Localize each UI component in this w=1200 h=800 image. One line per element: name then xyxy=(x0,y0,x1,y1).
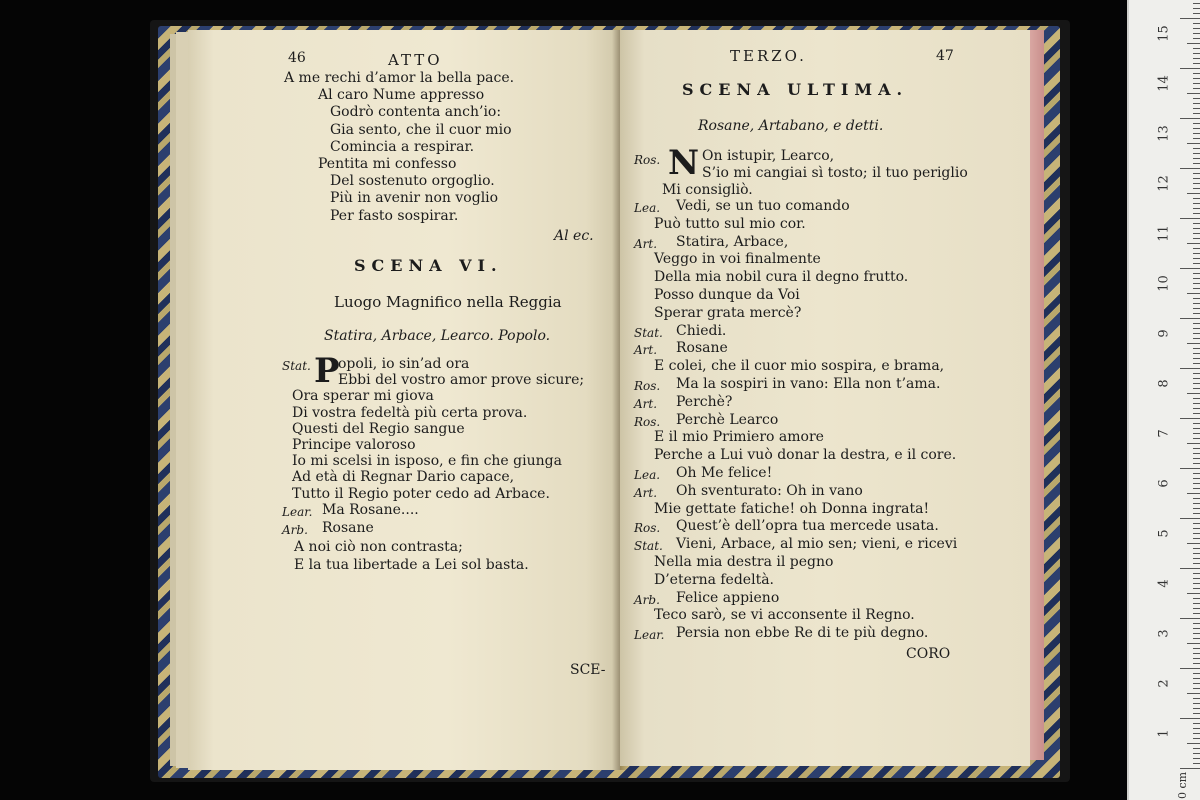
ruler-tick xyxy=(1193,428,1200,429)
ruler-tick xyxy=(1193,273,1200,274)
ruler-tick xyxy=(1193,758,1200,759)
text-line: E la tua libertade a Lei sol basta. xyxy=(294,557,529,573)
ruler-tick xyxy=(1193,278,1200,279)
ruler-tick xyxy=(1180,668,1200,669)
speech-line: E colei, che il cuor mio sospira, e brama, xyxy=(654,358,945,375)
text-line: S’io mi cangiai sì tosto; il tuo periglio xyxy=(702,165,968,181)
catchword: SCE- xyxy=(570,662,606,678)
ruler-tick xyxy=(1193,673,1200,674)
ruler-unit-label: 0 cm xyxy=(1175,771,1189,800)
speech-line: Chiedi. xyxy=(676,322,727,339)
ruler-tick xyxy=(1193,533,1200,534)
text-line: On istupir, Learco, xyxy=(702,148,835,164)
text-line: Ad età di Regnar Dario capace, xyxy=(292,469,515,486)
ruler-tick xyxy=(1193,688,1200,689)
text-line: Ora sperar mi giova xyxy=(292,388,434,405)
ruler-tick xyxy=(1180,418,1200,419)
text-line: Mi consigliò. xyxy=(662,182,753,198)
ruler-tick xyxy=(1193,283,1200,284)
ruler-tick xyxy=(1193,233,1200,234)
speaker-label: Arb. xyxy=(634,592,660,607)
ruler-tick xyxy=(1193,303,1200,304)
ruler-number: 3 xyxy=(1156,629,1172,638)
scene-title-vi: SCENA VI. xyxy=(354,256,503,275)
ruler-tick xyxy=(1187,93,1200,94)
ruler-number: 4 xyxy=(1156,579,1172,588)
speaker-label: Art. xyxy=(634,485,658,500)
ruler-tick xyxy=(1193,578,1200,579)
ruler-tick xyxy=(1193,188,1200,189)
ruler-tick xyxy=(1193,588,1200,589)
ruler-tick xyxy=(1193,28,1200,29)
speech-line: Vedi, se un tuo comando xyxy=(676,198,850,214)
ruler-number: 8 xyxy=(1156,379,1172,388)
ruler-tick xyxy=(1187,193,1200,194)
ruler-tick xyxy=(1193,563,1200,564)
ruler-tick xyxy=(1193,648,1200,649)
right-page xyxy=(620,30,1030,766)
ruler-tick xyxy=(1193,503,1200,504)
speaker-label: Stat. xyxy=(634,325,663,340)
ruler-tick xyxy=(1193,703,1200,704)
ruler-tick xyxy=(1187,443,1200,444)
ruler-tick xyxy=(1193,228,1200,229)
ruler-tick xyxy=(1187,243,1200,244)
ruler-tick xyxy=(1193,398,1200,399)
ruler-tick xyxy=(1193,638,1200,639)
ruler-tick xyxy=(1193,708,1200,709)
ruler-tick xyxy=(1193,388,1200,389)
speech-line: Perche a Lui vuò donar la destra, e il core. xyxy=(654,447,957,464)
speaker-label: Art. xyxy=(634,396,658,411)
ruler-tick xyxy=(1193,598,1200,599)
catchword: CORO xyxy=(906,646,951,662)
speech-line: Felice appieno xyxy=(676,589,780,606)
speaker-label: Stat. xyxy=(634,539,663,554)
ruler-tick xyxy=(1193,478,1200,479)
speech-line: E il mio Primiero amore xyxy=(654,429,824,446)
left-page-number: 46 xyxy=(288,50,306,66)
drop-cap: P xyxy=(314,351,340,391)
ruler-tick xyxy=(1193,608,1200,609)
speech-line: Della mia nobil cura il degno frutto. xyxy=(654,269,909,286)
ruler-tick xyxy=(1193,528,1200,529)
text-line: Godrò contenta anch’io: xyxy=(330,104,502,121)
ruler-tick xyxy=(1193,438,1200,439)
ruler-tick xyxy=(1193,733,1200,734)
ruler-tick xyxy=(1193,663,1200,664)
ruler-tick xyxy=(1193,713,1200,714)
speech-line: Posso dunque da Voi xyxy=(654,287,800,303)
ruler-tick xyxy=(1193,98,1200,99)
ruler-tick xyxy=(1193,723,1200,724)
ruler-tick xyxy=(1193,148,1200,149)
ruler-tick xyxy=(1187,143,1200,144)
ruler-tick xyxy=(1193,653,1200,654)
ruler-tick xyxy=(1193,548,1200,549)
ruler-tick xyxy=(1193,323,1200,324)
right-running-head: TERZO. xyxy=(730,47,807,65)
ruler-tick xyxy=(1193,288,1200,289)
speaker-label: Stat. xyxy=(282,359,311,373)
text-line: Pentita mi confesso xyxy=(318,156,457,172)
ruler-tick xyxy=(1193,678,1200,679)
ruler-number: 9 xyxy=(1156,329,1172,338)
ruler-tick xyxy=(1193,683,1200,684)
ruler-tick xyxy=(1193,763,1200,764)
ruler-tick xyxy=(1193,83,1200,84)
ruler-number: 15 xyxy=(1156,25,1172,42)
ruler-number: 11 xyxy=(1156,225,1172,242)
ruler-tick xyxy=(1193,163,1200,164)
speaker-label: Lea. xyxy=(634,468,661,482)
ruler-tick xyxy=(1187,493,1200,494)
speech-line: Ma Rosane.... xyxy=(322,502,419,518)
ruler-tick xyxy=(1193,78,1200,79)
ruler-tick xyxy=(1193,408,1200,409)
ruler-tick xyxy=(1193,748,1200,749)
ruler-tick xyxy=(1193,23,1200,24)
ruler-tick xyxy=(1187,743,1200,744)
ruler-tick xyxy=(1193,573,1200,574)
speech-line: Quest’è dell’opra tua mercede usata. xyxy=(676,518,939,535)
left-running-head: ATTO xyxy=(388,51,443,69)
text-line: Ebbi del vostro amor prove sicure; xyxy=(338,372,585,389)
speech-line: Mie gettate fatiche! oh Donna ingrata! xyxy=(654,500,930,517)
scene-title-ultima: SCENA ULTIMA. xyxy=(682,80,909,99)
text-line: Per fasto sospirar. xyxy=(330,207,459,224)
ruler-tick xyxy=(1193,553,1200,554)
ruler-tick xyxy=(1193,698,1200,699)
ruler-tick xyxy=(1187,343,1200,344)
text-line: Di vostra fedeltà più certa prova. xyxy=(292,404,528,421)
ruler-tick xyxy=(1193,123,1200,124)
speech-line: Veggo in voi finalmente xyxy=(654,251,821,268)
speaker-label: Ros. xyxy=(634,521,661,536)
ruler-tick xyxy=(1193,153,1200,154)
ruler-tick xyxy=(1193,333,1200,334)
ruler-tick xyxy=(1193,338,1200,339)
text-line: Più in avenir non voglio xyxy=(330,190,499,207)
ruler-tick xyxy=(1193,133,1200,134)
ruler-tick xyxy=(1187,393,1200,394)
scene-setting: Luogo Magnifico nella Reggia xyxy=(334,293,562,311)
ruler-tick xyxy=(1180,68,1200,69)
ruler-tick xyxy=(1193,448,1200,449)
ruler-tick xyxy=(1180,768,1200,769)
text-line: Questi del Regio sangue xyxy=(292,420,465,437)
speech-line: Perchè Learco xyxy=(676,411,779,428)
ruler-tick xyxy=(1193,33,1200,34)
ruler-number: 6 xyxy=(1156,479,1172,488)
ruler-tick xyxy=(1193,63,1200,64)
ruler-tick xyxy=(1193,238,1200,239)
speech-line: Può tutto sul mio cor. xyxy=(654,215,806,232)
ruler-tick xyxy=(1187,543,1200,544)
speech-line: Nella mia destra il pegno xyxy=(654,554,834,570)
ruler-number: 1 xyxy=(1156,729,1172,738)
ruler-tick xyxy=(1193,728,1200,729)
ruler-tick xyxy=(1187,693,1200,694)
ruler-tick xyxy=(1180,618,1200,619)
ruler-tick xyxy=(1193,183,1200,184)
ruler-tick xyxy=(1180,118,1200,119)
measuring-ruler xyxy=(1127,0,1200,800)
ruler-tick xyxy=(1193,433,1200,434)
ruler-tick xyxy=(1193,353,1200,354)
text-line: Comincia a respirar. xyxy=(330,138,475,155)
page-edge-pink xyxy=(1030,30,1044,760)
scene-characters: Statira, Arbace, Learco. Popolo. xyxy=(324,328,551,344)
ruler-tick xyxy=(1180,518,1200,519)
ruler-tick xyxy=(1193,48,1200,49)
ruler-tick xyxy=(1193,113,1200,114)
speech-line: Vieni, Arbace, al mio sen; vieni, e ricevi xyxy=(676,536,958,553)
ruler-tick xyxy=(1193,583,1200,584)
ruler-tick xyxy=(1180,718,1200,719)
speaker-label: Art. xyxy=(634,236,658,251)
ruler-number: 13 xyxy=(1156,125,1172,142)
ruler-tick xyxy=(1187,643,1200,644)
ruler-tick xyxy=(1193,8,1200,9)
ruler-tick xyxy=(1193,158,1200,159)
ruler-tick xyxy=(1193,373,1200,374)
ruler-tick xyxy=(1193,358,1200,359)
ruler-tick xyxy=(1193,13,1200,14)
text-line: opoli, io sin’ad ora xyxy=(338,356,470,372)
ruler-tick xyxy=(1193,738,1200,739)
speech-line: Oh sventurato: Oh in vano xyxy=(676,482,863,499)
ruler-tick xyxy=(1193,73,1200,74)
ruler-tick xyxy=(1180,318,1200,319)
ruler-tick xyxy=(1180,218,1200,219)
speaker-label: Art. xyxy=(634,343,658,358)
ruler-number: 2 xyxy=(1156,679,1172,688)
ruler-tick xyxy=(1193,258,1200,259)
ruler-tick xyxy=(1193,38,1200,39)
ruler-tick xyxy=(1193,498,1200,499)
ruler-tick xyxy=(1193,613,1200,614)
ruler-tick xyxy=(1193,248,1200,249)
speaker-label: Ros. xyxy=(634,414,661,429)
ruler-tick xyxy=(1193,178,1200,179)
ruler-tick xyxy=(1193,558,1200,559)
ruler-number: 7 xyxy=(1156,429,1172,438)
ruler-tick xyxy=(1193,348,1200,349)
ruler-tick xyxy=(1180,168,1200,169)
speaker-label: Lear. xyxy=(634,628,665,643)
speech-line: Sperar grata mercè? xyxy=(654,304,802,321)
ruler-tick xyxy=(1193,378,1200,379)
ruler-tick xyxy=(1193,208,1200,209)
ruler-tick xyxy=(1193,423,1200,424)
ruler-tick xyxy=(1193,308,1200,309)
left-page xyxy=(188,30,620,770)
speech-line: Rosane xyxy=(676,340,728,357)
ruler-tick xyxy=(1193,173,1200,174)
ruler-tick xyxy=(1180,568,1200,569)
ruler-tick xyxy=(1193,298,1200,299)
ruler-tick xyxy=(1193,473,1200,474)
ruler-tick xyxy=(1193,453,1200,454)
right-page-number: 47 xyxy=(936,48,954,64)
ruler-tick xyxy=(1193,108,1200,109)
ruler-tick xyxy=(1193,383,1200,384)
ruler-tick xyxy=(1193,603,1200,604)
ruler-number: 10 xyxy=(1156,275,1172,292)
ruler-tick xyxy=(1193,223,1200,224)
ruler-tick xyxy=(1193,58,1200,59)
exit-note: Al ec. xyxy=(554,228,594,244)
ruler-tick xyxy=(1187,43,1200,44)
ruler-tick xyxy=(1193,213,1200,214)
ruler-tick xyxy=(1193,138,1200,139)
ruler-tick xyxy=(1193,3,1200,4)
ruler-tick xyxy=(1193,538,1200,539)
speech-line: Statira, Arbace, xyxy=(676,233,789,250)
scene-characters: Rosane, Artabano, e detti. xyxy=(698,118,884,134)
text-line: Principe valoroso xyxy=(292,437,416,453)
ruler-tick xyxy=(1187,293,1200,294)
ruler-number: 12 xyxy=(1156,175,1172,192)
ruler-tick xyxy=(1193,198,1200,199)
text-line: Tutto il Regio poter cedo ad Arbace. xyxy=(292,485,550,502)
speaker-label: Lea. xyxy=(634,201,661,215)
speaker-label: Ros. xyxy=(634,153,661,167)
text-line: Del sostenuto orgoglio. xyxy=(330,173,495,190)
drop-cap: N xyxy=(668,143,700,183)
speaker-label: Arb. xyxy=(282,523,308,537)
speech-line: Perchè? xyxy=(676,393,733,410)
ruler-tick xyxy=(1180,268,1200,269)
ruler-tick xyxy=(1193,633,1200,634)
ruler-tick xyxy=(1193,203,1200,204)
speaker-label: Lear. xyxy=(282,505,313,519)
speech-line: Teco sarò, se vi acconsente il Regno. xyxy=(654,607,915,624)
text-line: Al caro Nume appresso xyxy=(318,87,485,104)
ruler-tick xyxy=(1193,413,1200,414)
ruler-tick xyxy=(1193,463,1200,464)
ruler-tick xyxy=(1193,753,1200,754)
speaker-label: Ros. xyxy=(634,379,661,393)
ruler-tick xyxy=(1193,508,1200,509)
text-line: Gia sento, che il cuor mio xyxy=(330,121,512,138)
text-line: A me rechi d’amor la bella pace. xyxy=(284,70,515,86)
ruler-tick xyxy=(1193,513,1200,514)
ruler-tick xyxy=(1180,468,1200,469)
ruler-tick xyxy=(1193,658,1200,659)
ruler-tick xyxy=(1193,253,1200,254)
ruler-tick xyxy=(1193,483,1200,484)
ruler-tick xyxy=(1193,88,1200,89)
ruler-tick xyxy=(1193,53,1200,54)
text-line: A noi ciò non contrasta; xyxy=(294,538,463,555)
ruler-tick xyxy=(1193,628,1200,629)
ruler-tick xyxy=(1187,593,1200,594)
ruler-tick xyxy=(1193,328,1200,329)
speech-line: Ma la sospiri in vano: Ella non t’ama. xyxy=(676,376,941,392)
speech-line: Persia non ebbe Re di te più degno. xyxy=(676,625,929,642)
ruler-tick xyxy=(1180,368,1200,369)
text-line: Rosane xyxy=(322,520,374,536)
ruler-tick xyxy=(1193,313,1200,314)
ruler-tick xyxy=(1193,128,1200,129)
speech-line: D’eterna fedeltà. xyxy=(654,571,774,588)
ruler-number: 5 xyxy=(1156,529,1172,538)
text-line: Io mi scelsi in isposo, e fin che giunga xyxy=(292,453,562,470)
ruler-tick xyxy=(1193,263,1200,264)
speech-line: Oh Me felice! xyxy=(676,465,773,481)
ruler-number: 14 xyxy=(1156,75,1172,92)
ruler-tick xyxy=(1180,18,1200,19)
ruler-tick xyxy=(1193,458,1200,459)
ruler-tick xyxy=(1193,363,1200,364)
ruler-tick xyxy=(1193,623,1200,624)
ruler-tick xyxy=(1193,403,1200,404)
ruler-tick xyxy=(1193,488,1200,489)
ruler-tick xyxy=(1193,103,1200,104)
ruler-tick xyxy=(1193,523,1200,524)
